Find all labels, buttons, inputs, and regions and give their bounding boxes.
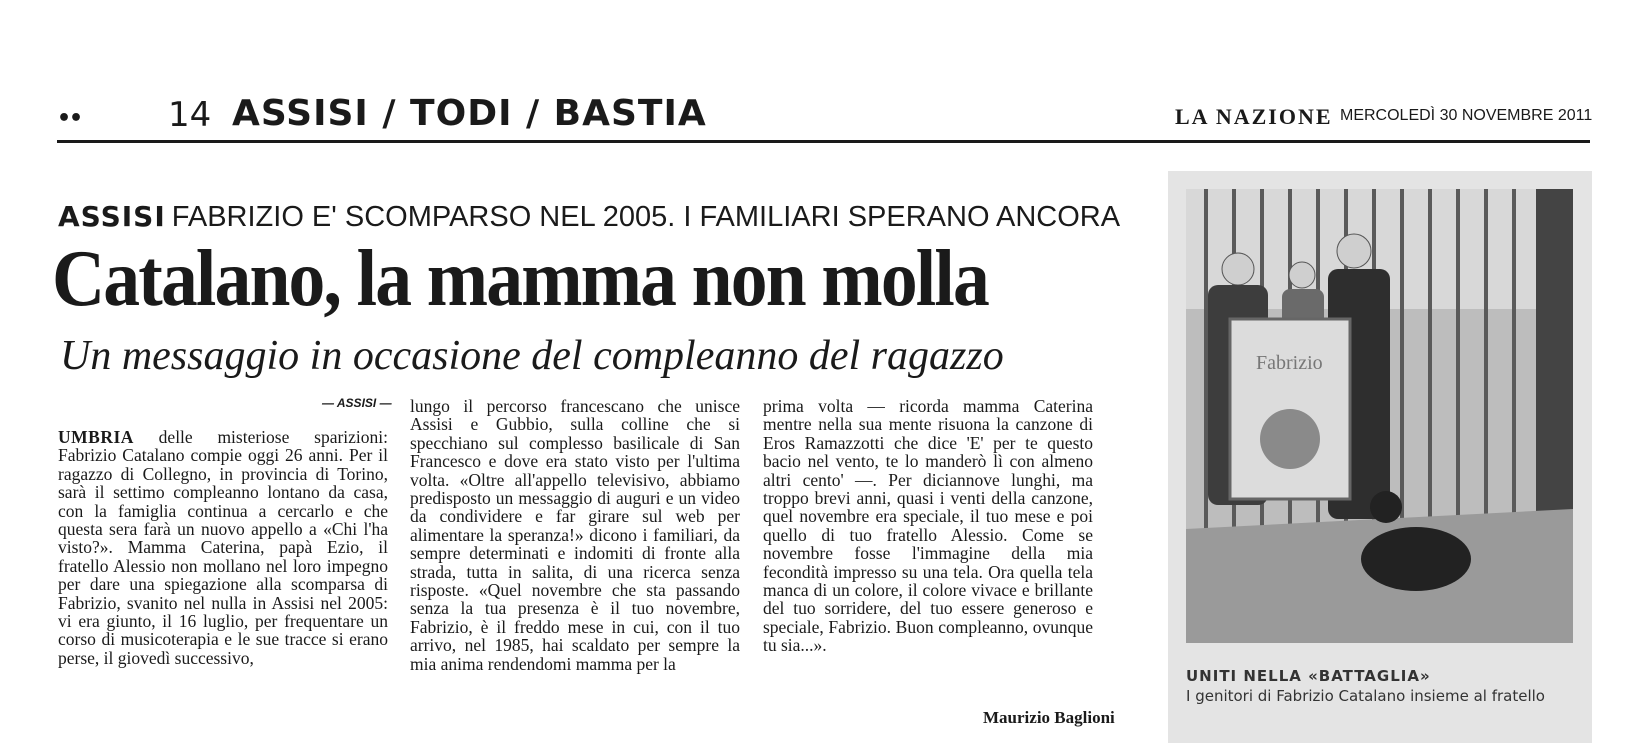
section-marker: ••	[57, 106, 82, 131]
photo-caption-title: UNITI NELLA «BATTAGLIA»	[1186, 667, 1431, 685]
photo-caption-text: I genitori di Fabrizio Catalano insieme al fratello	[1186, 687, 1545, 705]
subheadline: Un messaggio in occasione del compleanno del ragazzo	[60, 333, 1004, 379]
issue-date: MERCOLEDÌ 30 NOVEMBRE 2011	[1340, 107, 1593, 124]
byline: Maurizio Baglioni	[983, 708, 1115, 727]
column-3-text: prima volta — ricorda mamma Caterina mentre nella sua mente risuona la canzone di Eros Ramazzotti che dice 'E' per te questo bacio nel vento, te lo manderò lì con almeno altri cento' —. Per diciannove lunghi, ma troppo brevi anni, quasi i venti della canzone, quel novembre era speciale, il tuo mese e poi quello di tuo fratello Alessio. Come se novembre fosse l'immagine della mia fecondità impresso su una tela. Ora quella tela manca di un colore, il colore vivace e brillante del tuo sorridere, del tuo essere generoso e speciale, Fabrizio. Buon compleanno, ovunque tu sia...».	[763, 396, 1093, 656]
family-photo-image	[1186, 189, 1573, 643]
family-photo	[1186, 189, 1573, 643]
column-1-text: delle misteriose sparizioni: Fabrizio Catalano compie oggi 26 anni. Per il ragazzo di Collegno, in provincia di Torino, sarà il settimo compleanno lontano da casa, con la famiglia continua a cercarlo e che questa sera farà un nuovo appello a «Chi l'ha visto?». Mamma Caterina, papà Ezio, il fratello Alessio non mollano nel loro impegno per dare una spiegazione alla scomparsa di Fabrizio, svanito nel nulla in Assisi nel 2005: vi era giunto, il 16 luglio, per frequentare un corso di musicoterapia e le sue tracce si erano perse, il giovedì successivo,	[58, 427, 388, 668]
headline: Catalano, la mamma non molla	[52, 235, 988, 323]
kicker-text: FABRIZIO E' SCOMPARSO NEL 2005. I FAMILIARI SPERANO ANCORA	[171, 201, 1121, 233]
column-2-text: lungo il percorso francescano che unisce Assisi e Gubbio, sulla colline che si specchiano sul complesso basilicale di San Francesco e dove era stato visto per l'ultima volta. «Oltre all'appello televisivo, abbiamo predisposto un messaggio di auguri e un video da condividere e far girare sul web per alimentare la speranza!» dicono i familiari, da sempre determinati e indomiti di fronte alla strada, tutta in salita, di una ricerca senza risposte. «Quel novembre che sta passando senza la tua presenza è il tuo novembre, Fabrizio, è il freddo mese in cui, con il tuo arrivo, nel 1985, hai scaldato per sempre la mia anima rendendomi mamma per la	[410, 396, 740, 674]
article-column-3	[763, 397, 1093, 655]
header-rule	[57, 140, 1590, 143]
page-number: 14	[168, 95, 212, 135]
kicker-place: ASSISI	[58, 200, 166, 233]
article-column-2	[410, 397, 740, 673]
lead-word: UMBRIA	[58, 427, 134, 447]
dateline: — ASSISI —	[322, 396, 392, 410]
article-column-1	[58, 428, 388, 667]
poster-text: Fabrizio	[1256, 352, 1323, 374]
section-title: ASSISI / TODI / BASTIA	[232, 93, 707, 134]
newspaper-name: LA NAZIONE	[1175, 104, 1333, 129]
kicker	[58, 200, 1120, 234]
